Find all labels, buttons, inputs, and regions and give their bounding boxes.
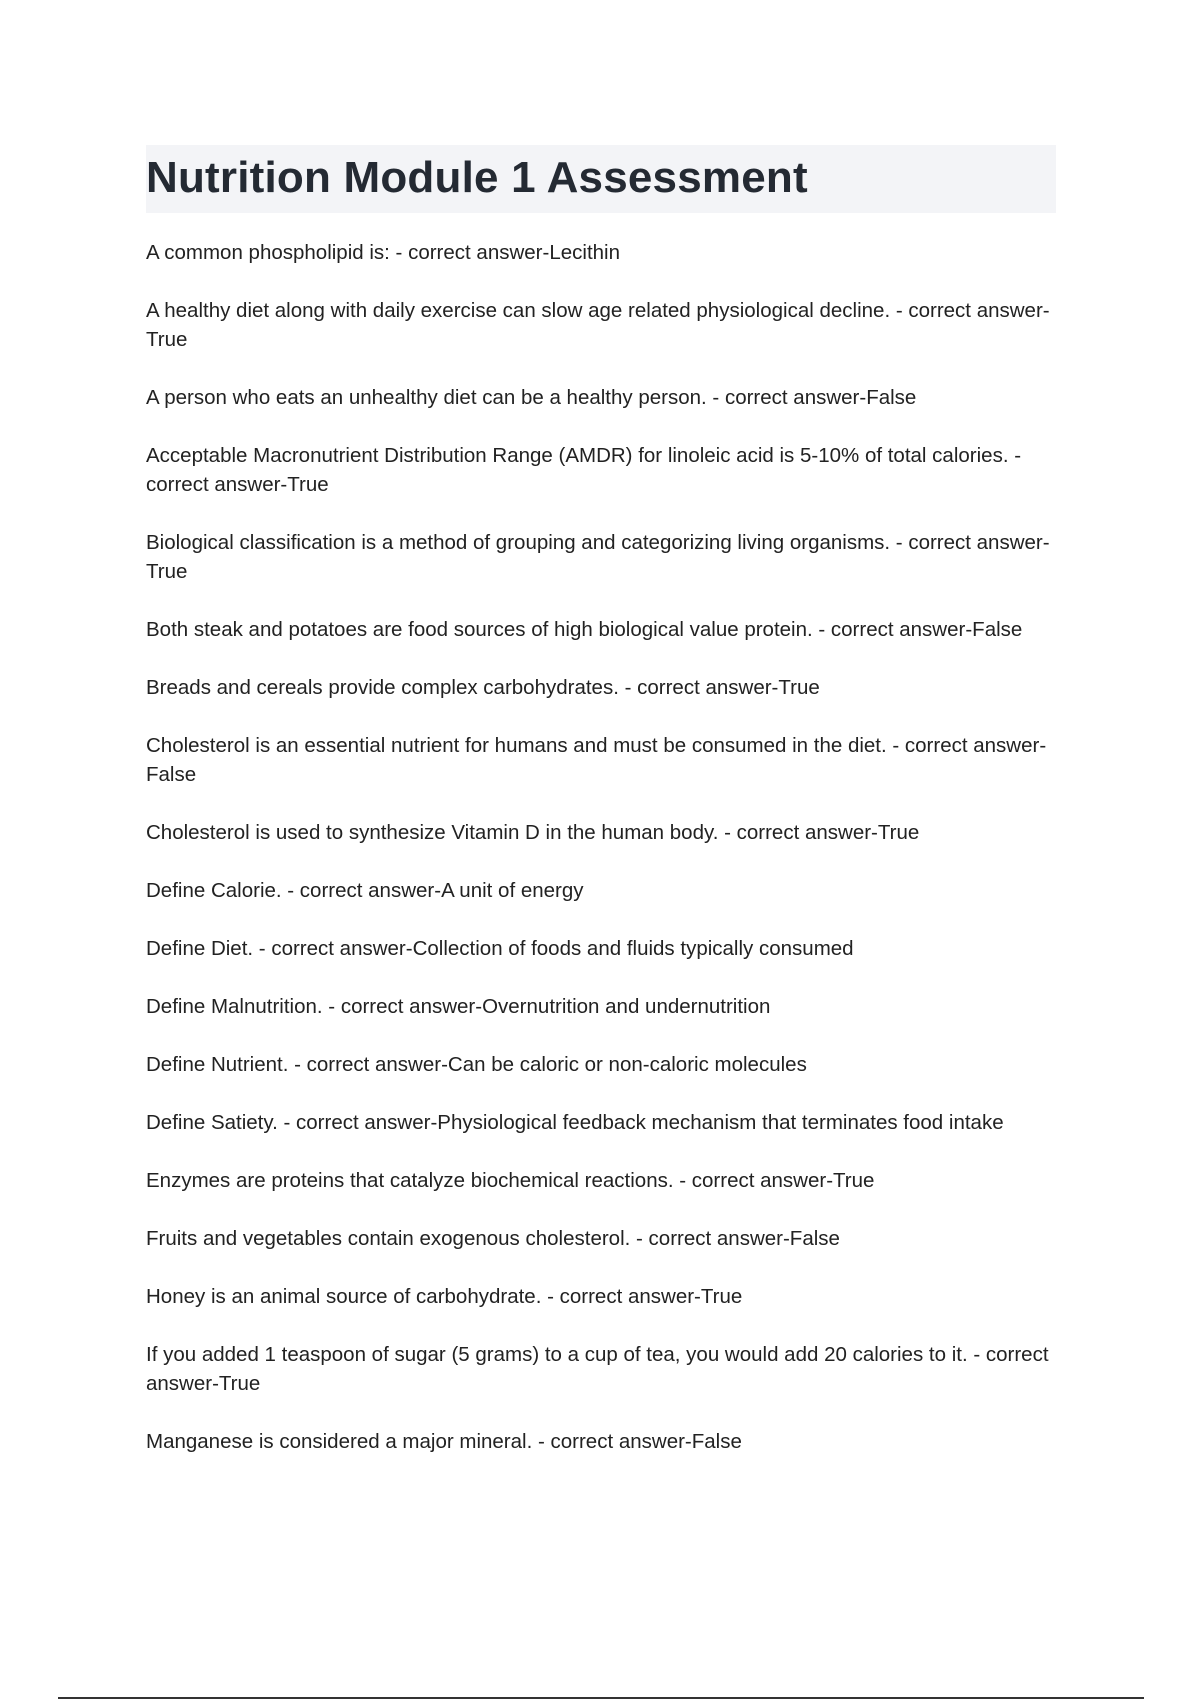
qa-item: Both steak and potatoes are food sources of high biological value protein. - correct answer-False — [146, 618, 1023, 641]
qa-item: Manganese is considered a major mineral. - correct answer-False — [146, 1430, 742, 1453]
qa-item: Cholesterol is an essential nutrient for humans and must be consumed in the diet. - correct answer-False — [146, 734, 1047, 786]
qa-item: Enzymes are proteins that catalyze biochemical reactions. - correct answer-True — [146, 1169, 875, 1192]
qa-list — [146, 238, 1056, 1485]
qa-item: Breads and cereals provide complex carbohydrates. - correct answer-True — [146, 676, 820, 699]
qa-item: Define Calorie. - correct answer-A unit of energy — [146, 879, 584, 902]
qa-item: A healthy diet along with daily exercise can slow age related physiological decline. - correct answer-True — [146, 299, 1050, 351]
qa-item: Cholesterol is used to synthesize Vitamin D in the human body. - correct answer-True — [146, 821, 920, 844]
footer-divider — [58, 1697, 1144, 1699]
qa-item: Define Malnutrition. - correct answer-Overnutrition and undernutrition — [146, 995, 771, 1018]
qa-item: Biological classification is a method of grouping and categorizing living organisms. - correct answer-True — [146, 531, 1050, 583]
qa-item: A person who eats an unhealthy diet can be a healthy person. - correct answer-False — [146, 386, 917, 409]
qa-item: Define Diet. - correct answer-Collection of foods and fluids typically consumed — [146, 937, 854, 960]
qa-item: Fruits and vegetables contain exogenous cholesterol. - correct answer-False — [146, 1227, 840, 1250]
qa-item: Acceptable Macronutrient Distribution Range (AMDR) for linoleic acid is 5-10% of total calories. - correct answer-True — [146, 444, 1022, 496]
qa-item: A common phospholipid is: - correct answer-Lecithin — [146, 241, 620, 264]
qa-item: If you added 1 teaspoon of sugar (5 grams) to a cup of tea, you would add 20 calories to it. - correct answer-True — [146, 1343, 1049, 1395]
qa-item: Honey is an animal source of carbohydrate. - correct answer-True — [146, 1285, 743, 1308]
title-band — [146, 145, 1056, 213]
qa-item: Define Nutrient. - correct answer-Can be caloric or non-caloric molecules — [146, 1053, 807, 1076]
page-title: Nutrition Module 1 Assessment — [146, 153, 808, 202]
qa-item: Define Satiety. - correct answer-Physiological feedback mechanism that terminates food intake — [146, 1111, 1004, 1134]
